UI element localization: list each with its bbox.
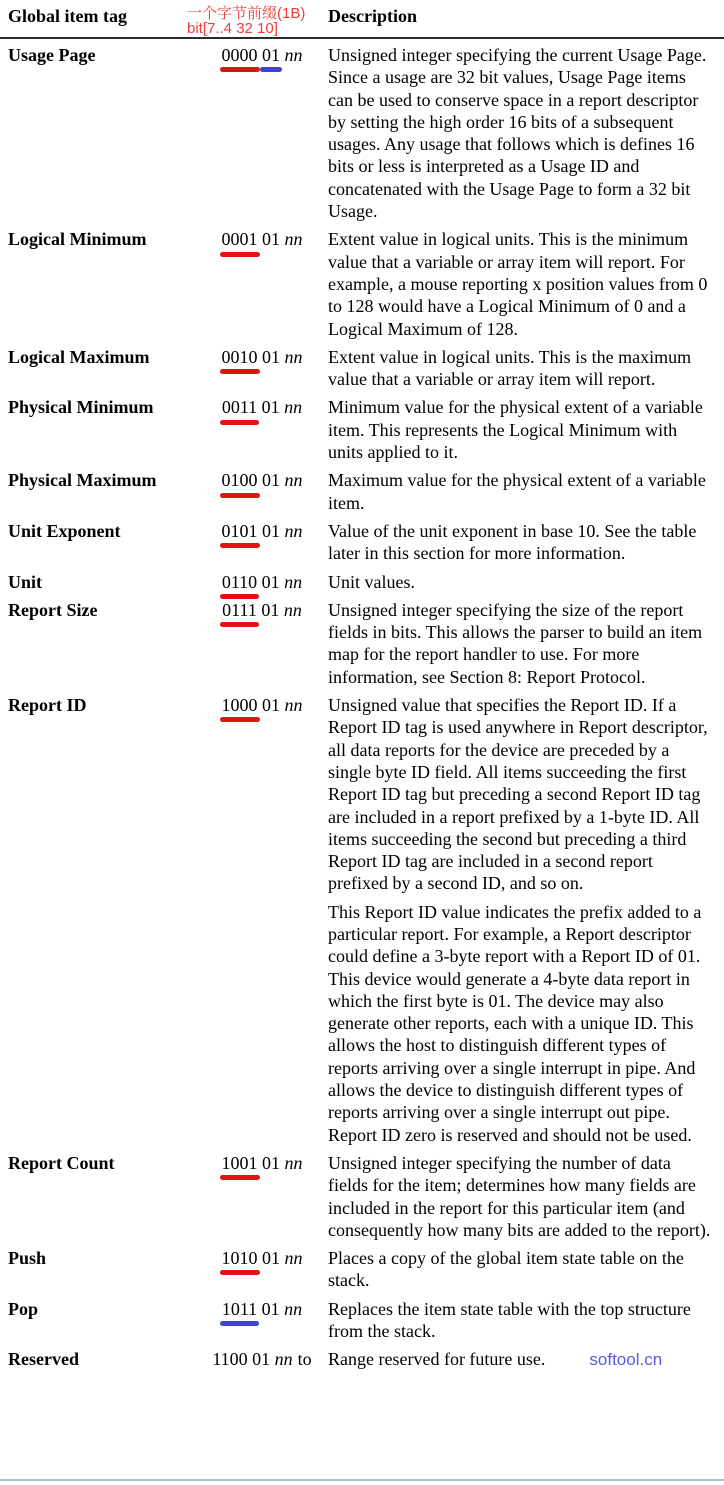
tag-bits: 0101	[221, 520, 258, 541]
type-bits: 01	[262, 695, 280, 716]
item-code	[196, 1247, 328, 1269]
item-description	[328, 396, 716, 463]
header-description: Description	[328, 6, 417, 26]
item-tag: Reserved	[8, 1349, 79, 1370]
item-description	[328, 1152, 716, 1241]
item-code	[196, 520, 328, 542]
table-body	[0, 44, 724, 1372]
item-code	[196, 1348, 328, 1370]
item-tag: Report ID	[8, 695, 87, 716]
tag-bits: 1001	[221, 1152, 258, 1173]
type-bits: 01	[261, 397, 280, 418]
table-row	[0, 571, 724, 593]
item-tag: Physical Maximum	[8, 470, 157, 491]
tag-bits: 0000	[221, 45, 258, 65]
size-bits: nn	[284, 470, 303, 491]
item-description	[328, 1247, 716, 1292]
description-paragraph: Range reserved for future use. softool.cn	[328, 1349, 663, 1370]
table-header	[0, 6, 724, 36]
item-code	[196, 469, 328, 491]
description-paragraph: Unsigned integer specifying the size of the report fields in bits. This allows the parser to build an item map for the report handler to use. For more information, see Section 8: Report Protocol.	[328, 599, 703, 687]
type-bits: 01	[262, 346, 280, 367]
tag-bits: 0111	[222, 599, 257, 620]
bottom-border-line	[0, 1479, 724, 1481]
size-bits: nn	[284, 346, 303, 367]
size-bits: nn	[284, 695, 303, 716]
table-row	[0, 520, 724, 565]
watermark: softool.cn	[589, 1350, 663, 1370]
size-bits: nn	[284, 397, 303, 418]
item-code	[196, 599, 328, 621]
size-bits: nn	[284, 1152, 303, 1173]
tag-bits: 1000	[221, 695, 258, 716]
description-paragraph: Unsigned integer specifying the current Usage Page. Since a usage are 32 bit values, Usage Page items can be used to conserve space in a report descriptor by setting the high order 16 bits of a subsequent usages. Any usage that follows which is defines 16 bits or less is interpreted as a Usage ID and concatenated with the Usage Page to form a 32 bit Usage.	[328, 45, 707, 222]
item-description	[328, 694, 716, 1146]
item-tag: Push	[8, 1248, 47, 1269]
item-tag: Logical Minimum	[8, 229, 147, 250]
type-bits: 01	[262, 520, 280, 541]
item-tag: Report Count	[8, 1152, 115, 1173]
header-global-item-tag: Global item tag	[8, 6, 127, 26]
type-bits: 01	[261, 571, 280, 592]
item-code	[196, 694, 328, 716]
description-paragraph: Value of the unit exponent in base 10. See the table later in this section for more information.	[328, 520, 697, 564]
item-description	[328, 469, 716, 514]
item-description	[328, 1298, 716, 1343]
table-row	[0, 44, 724, 222]
item-code	[196, 228, 328, 250]
table-row	[0, 228, 724, 339]
item-description	[328, 520, 716, 565]
item-tag: Report Size	[8, 599, 98, 620]
tag-bits: 1010	[221, 1248, 258, 1269]
annotation-bit-layout: bit[7..4 32 10]	[187, 20, 278, 37]
description-paragraph: This Report ID value indicates the prefix added to a particular report. For example, a Report descriptor could define a 3-byte report with a Report ID of 01. This device would generate a 4-byte data report in which the first byte is 01. The device may also generate other reports, each with a unique ID. This allows the host to distinguish different types of reports arriving over a single interrupt in pipe. And allows the device to distinguish different types of reports arriving over a single interrupt out pipe. Report ID zero is reserved and should not be used.	[328, 901, 702, 1145]
item-description	[328, 44, 716, 222]
item-code	[196, 1152, 328, 1174]
item-description	[328, 571, 716, 593]
item-description	[328, 346, 716, 391]
item-code	[196, 44, 328, 66]
size-bits: nn	[284, 520, 303, 541]
global-items-table	[0, 6, 724, 1372]
item-description	[328, 1348, 716, 1371]
tag-bits: 1100	[212, 1349, 248, 1370]
tag-bits: 0010	[221, 346, 258, 367]
type-bits: 01	[262, 1152, 280, 1173]
description-paragraph: Extent value in logical units. This is the maximum value that a variable or array item will report.	[328, 346, 692, 390]
type-bits: 01	[262, 470, 280, 491]
table-row	[0, 346, 724, 391]
description-paragraph: Replaces the item state table with the top structure from the stack.	[328, 1298, 691, 1342]
tag-bits: 0001	[221, 229, 258, 250]
type-bits: 01	[262, 45, 280, 65]
item-code	[196, 1298, 328, 1320]
item-tag: Physical Minimum	[8, 397, 154, 418]
size-bits: nn	[284, 45, 303, 65]
table-row	[0, 599, 724, 688]
table-row	[0, 1348, 724, 1371]
description-paragraph: Extent value in logical units. This is the minimum value that a variable or array item will report. For example, a mouse reporting x position values from 0 to 128 would have a Logical Minimum of 0 and a Logical Maximum of 128.	[328, 229, 708, 339]
table-row	[0, 396, 724, 463]
size-bits: nn	[274, 1349, 293, 1370]
item-description	[328, 599, 716, 688]
item-code	[196, 396, 328, 418]
description-paragraph: Places a copy of the global item state table on the stack.	[328, 1248, 684, 1291]
item-tag: Usage Page	[8, 45, 96, 65]
size-bits: nn	[284, 571, 303, 592]
table-row	[0, 1298, 724, 1343]
type-bits: 01	[262, 229, 280, 250]
size-bits: nn	[284, 1298, 303, 1319]
table-row	[0, 694, 724, 1146]
description-paragraph: Maximum value for the physical extent of a variable item.	[328, 470, 706, 513]
size-bits: nn	[284, 1248, 303, 1269]
description-paragraph: Unsigned integer specifying the number of data fields for the item; determines how many fields are included in the report for this particular item (and consequently how many bits are added to the report).	[328, 1152, 711, 1240]
description-paragraph: Unit values.	[328, 571, 415, 592]
table-row	[0, 469, 724, 514]
tag-bits: 0100	[221, 470, 258, 491]
code-suffix: to	[297, 1349, 312, 1370]
annotation-byte-prefix: 一个字节前缀(1B)	[187, 5, 306, 22]
tag-bits: 0011	[221, 397, 258, 418]
type-bits: 01	[261, 1298, 280, 1319]
tag-bits: 1011	[221, 1298, 258, 1319]
size-bits: nn	[283, 599, 302, 620]
code-column-annotation	[187, 5, 328, 37]
type-bits: 01	[252, 1349, 271, 1370]
type-bits: 01	[262, 1248, 280, 1269]
description-paragraph: Minimum value for the physical extent of a variable item. This represents the Logical Minimum with units applied to it.	[328, 397, 703, 463]
item-tag: Pop	[8, 1298, 39, 1319]
tag-bits: 0110	[221, 571, 258, 592]
header-rule	[0, 37, 724, 39]
table-row	[0, 1152, 724, 1241]
description-paragraph: Unsigned value that specifies the Report ID. If a Report ID tag is used anywhere in Report descriptor, all data reports for the device are preceded by a single byte ID field. All items succeeding the first Report ID tag but preceding a second Report ID tag are included in a report prefixed by a 1-byte ID. All items succeeding the second but preceding a third Report ID tag are included in a second report prefixed by a second ID, and so on.	[328, 695, 708, 894]
type-bits: 01	[261, 599, 280, 620]
table-row	[0, 1247, 724, 1292]
item-tag: Unit Exponent	[8, 520, 121, 541]
item-tag: Unit	[8, 571, 43, 592]
item-tag: Logical Maximum	[8, 346, 150, 367]
item-code	[196, 346, 328, 368]
size-bits: nn	[284, 229, 303, 250]
item-description	[328, 228, 716, 339]
item-code	[196, 571, 328, 593]
